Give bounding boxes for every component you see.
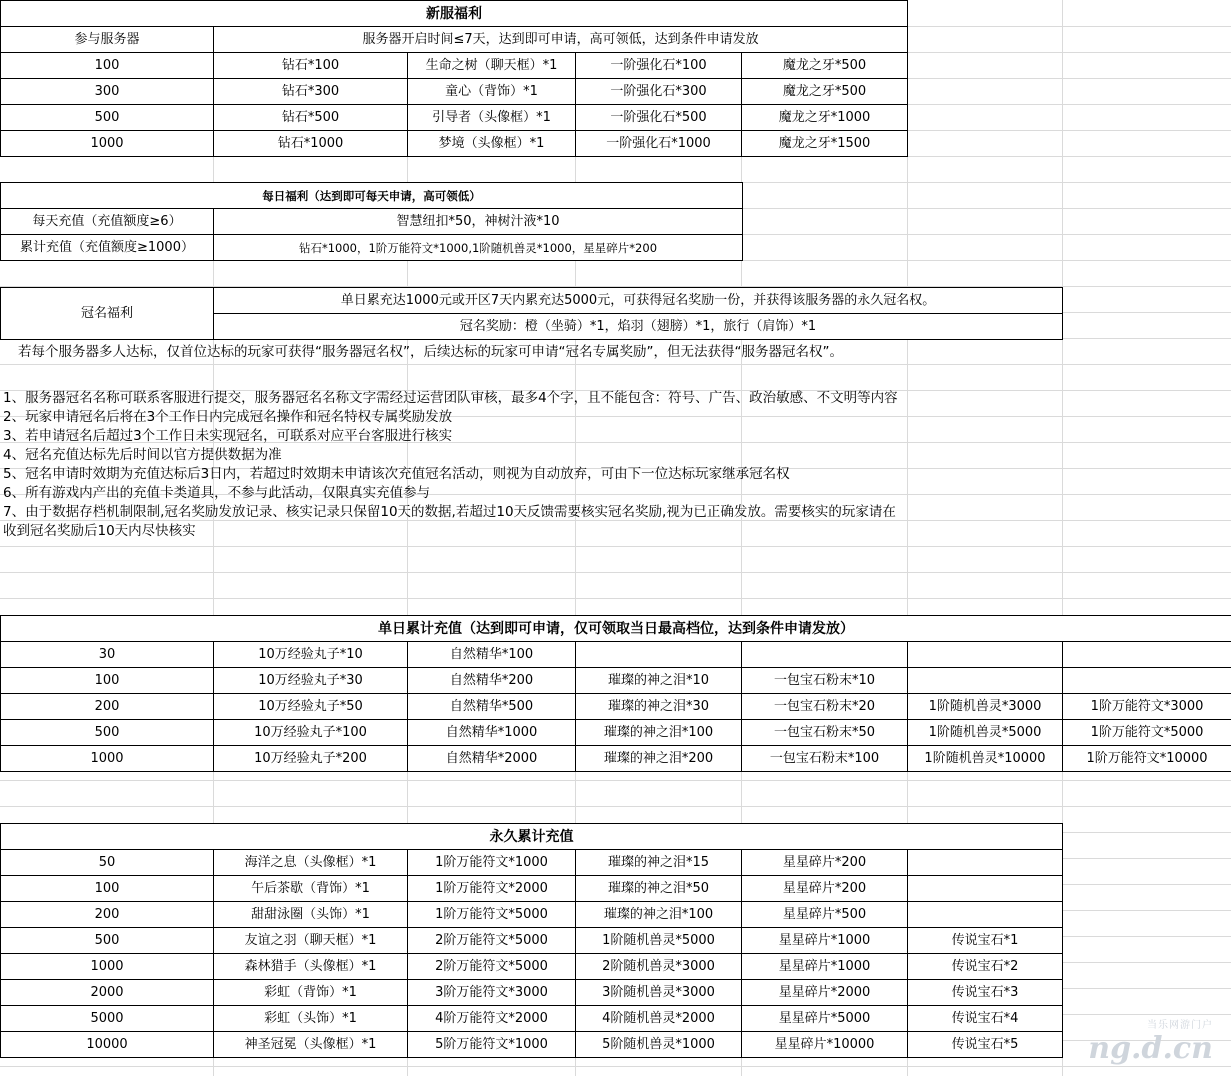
permanent-cell: 3阶万能符文*3000 bbox=[408, 980, 576, 1006]
new_server-cell: 钻石*1000 bbox=[214, 131, 408, 157]
new_server-cell: 一阶强化石*300 bbox=[576, 79, 742, 105]
single_day-cell: 1阶随机兽灵*3000 bbox=[908, 694, 1063, 720]
permanent-row bbox=[1, 980, 1063, 1006]
single_day-cell: 一包宝石粉末*100 bbox=[742, 746, 908, 772]
new_server-cell: 300 bbox=[1, 79, 214, 105]
single_day-cell: 自然精华*200 bbox=[408, 668, 576, 694]
permanent-cell bbox=[908, 902, 1063, 928]
daily-title: 每日福利（达到即可每天申请，高可领低） bbox=[1, 183, 743, 209]
rule-item: 7、由于数据存档机制限制,冠名奖励发放记录、核实记录只保留10天的数据,若超过10天反馈需要核实冠名奖励,视为已正确发放。需要核实的玩家请在 bbox=[3, 504, 896, 520]
permanent-cell: 2阶万能符文*5000 bbox=[408, 928, 576, 954]
permanent-cell bbox=[908, 876, 1063, 902]
permanent-cell: 10000 bbox=[1, 1032, 214, 1058]
single_day-cell: 10万经验丸子*100 bbox=[214, 720, 408, 746]
rule-item: 5、冠名申请时效期为充值达标后3日内，若超过时效期未申请该次充值冠名活动，则视为自动放弃，可由下一位达标玩家继承冠名权 bbox=[3, 466, 790, 482]
new_server-cell: 生命之树（聊天框）*1 bbox=[408, 53, 576, 79]
single_day-cell: 璀璨的神之泪*200 bbox=[576, 746, 742, 772]
permanent-cell: 1000 bbox=[1, 954, 214, 980]
single_day-cell: 自然精华*100 bbox=[408, 642, 576, 668]
permanent-cell: 星星碎片*200 bbox=[742, 876, 908, 902]
permanent-cell: 璀璨的神之泪*15 bbox=[576, 850, 742, 876]
daily-row bbox=[1, 235, 743, 261]
permanent-cell: 星星碎片*500 bbox=[742, 902, 908, 928]
rule-item: 4、冠名充值达标先后时间以官方提供数据为准 bbox=[3, 447, 282, 463]
new_server-cell: 魔龙之牙*500 bbox=[742, 53, 908, 79]
daily-cell: 钻石*1000，1阶万能符文*1000,1阶随机兽灵*1000，星星碎片*200 bbox=[214, 235, 743, 261]
permanent-cell: 3阶随机兽灵*3000 bbox=[576, 980, 742, 1006]
permanent-cell: 2阶随机兽灵*3000 bbox=[576, 954, 742, 980]
single_day-cell: 自然精华*500 bbox=[408, 694, 576, 720]
rule-item: 6、所有游戏内产出的充值卡类道具，不参与此活动，仅限真实充值参与 bbox=[3, 485, 431, 501]
permanent-row bbox=[1, 954, 1063, 980]
single_day-cell: 1阶万能符文*10000 bbox=[1063, 746, 1231, 772]
permanent-cell: 1阶万能符文*2000 bbox=[408, 876, 576, 902]
permanent-row bbox=[1, 902, 1063, 928]
single_day-cell bbox=[908, 642, 1063, 668]
single_day-cell: 一包宝石粉末*20 bbox=[742, 694, 908, 720]
new-server-table bbox=[0, 0, 908, 157]
single_day-cell: 10万经验丸子*50 bbox=[214, 694, 408, 720]
permanent-cell: 4阶万能符文*2000 bbox=[408, 1006, 576, 1032]
single_day-row bbox=[1, 694, 1231, 720]
permanent-cell: 星星碎片*1000 bbox=[742, 954, 908, 980]
single_day-cell: 1阶万能符文*3000 bbox=[1063, 694, 1231, 720]
permanent-cell: 星星碎片*2000 bbox=[742, 980, 908, 1006]
single_day-cell: 30 bbox=[1, 642, 214, 668]
single-day-title: 单日累计充值（达到即可申请，仅可领取当日最高档位，达到条件申请发放） bbox=[1, 616, 1231, 642]
permanent-cell: 500 bbox=[1, 928, 214, 954]
new_server-cell: 500 bbox=[1, 105, 214, 131]
new_server-cell: 1000 bbox=[1, 131, 214, 157]
permanent-row bbox=[1, 850, 1063, 876]
permanent-title: 永久累计充值 bbox=[1, 824, 1063, 850]
permanent-cell: 星星碎片*1000 bbox=[742, 928, 908, 954]
new_server-row bbox=[1, 79, 908, 105]
permanent-cell: 传说宝石*2 bbox=[908, 954, 1063, 980]
single_day-cell: 璀璨的神之泪*100 bbox=[576, 720, 742, 746]
single_day-cell: 璀璨的神之泪*30 bbox=[576, 694, 742, 720]
new_server-cell: 一阶强化石*100 bbox=[576, 53, 742, 79]
permanent-cell: 星星碎片*5000 bbox=[742, 1006, 908, 1032]
watermark bbox=[1088, 1016, 1213, 1066]
permanent-cell: 1阶随机兽灵*5000 bbox=[576, 928, 742, 954]
permanent-cell: 传说宝石*4 bbox=[908, 1006, 1063, 1032]
single_day-cell: 10万经验丸子*10 bbox=[214, 642, 408, 668]
permanent-cell: 传说宝石*3 bbox=[908, 980, 1063, 1006]
watermark-tagline: 当乐网游门户 bbox=[1147, 1020, 1213, 1031]
permanent-row bbox=[1, 876, 1063, 902]
permanent-cell: 海洋之息（头像框）*1 bbox=[214, 850, 408, 876]
permanent-cell: 彩虹（背饰）*1 bbox=[214, 980, 408, 1006]
daily-row bbox=[1, 209, 743, 235]
rule-item: 收到冠名奖励后10天内尽快核实 bbox=[3, 523, 196, 539]
rule-item: 3、若申请冠名后超过3个工作日未实现冠名，可联系对应平台客服进行核实 bbox=[3, 428, 453, 444]
permanent-cell: 2000 bbox=[1, 980, 214, 1006]
new_server-cell: 100 bbox=[1, 53, 214, 79]
permanent-cell: 100 bbox=[1, 876, 214, 902]
new_server-cell: 魔龙之牙*1000 bbox=[742, 105, 908, 131]
watermark-domain: ng.d.cn bbox=[1088, 1031, 1213, 1066]
new_server-cell: 引导者（头像框）*1 bbox=[408, 105, 576, 131]
permanent-cell: 5000 bbox=[1, 1006, 214, 1032]
single_day-cell: 1000 bbox=[1, 746, 214, 772]
permanent-cell: 璀璨的神之泪*100 bbox=[576, 902, 742, 928]
permanent-cell: 彩虹（头饰）*1 bbox=[214, 1006, 408, 1032]
permanent-cell: 200 bbox=[1, 902, 214, 928]
new_server-cell: 钻石*100 bbox=[214, 53, 408, 79]
single_day-cell: 一包宝石粉末*50 bbox=[742, 720, 908, 746]
single_day-cell bbox=[1063, 668, 1231, 694]
permanent-cell: 神圣冠冕（头像框）*1 bbox=[214, 1032, 408, 1058]
naming-label: 冠名福利 bbox=[1, 288, 214, 340]
permanent-cell: 璀璨的神之泪*50 bbox=[576, 876, 742, 902]
permanent-cell: 4阶随机兽灵*2000 bbox=[576, 1006, 742, 1032]
new-server-title: 新服福利 bbox=[1, 1, 908, 27]
single_day-cell: 100 bbox=[1, 668, 214, 694]
naming-line-1: 单日累充达1000元或开区7天内累充达5000元，可获得冠名奖励一份，并获得该服务器的永久冠名权。 bbox=[214, 288, 1063, 314]
daily-cell: 智慧纽扣*50，神树汁液*10 bbox=[214, 209, 743, 235]
permanent-row bbox=[1, 928, 1063, 954]
permanent-cell: 甜甜泳圈（头饰）*1 bbox=[214, 902, 408, 928]
permanent-cell: 传说宝石*1 bbox=[908, 928, 1063, 954]
new_server-cell: 钻石*500 bbox=[214, 105, 408, 131]
single_day-cell: 璀璨的神之泪*10 bbox=[576, 668, 742, 694]
daily-cell: 累计充值（充值额度≥1000） bbox=[1, 235, 214, 261]
new_server-cell: 钻石*300 bbox=[214, 79, 408, 105]
single_day-row bbox=[1, 720, 1231, 746]
permanent-cell: 5阶随机兽灵*1000 bbox=[576, 1032, 742, 1058]
single_day-cell: 1阶万能符文*5000 bbox=[1063, 720, 1231, 746]
daily-cell: 每天充值（充值额度≥6） bbox=[1, 209, 214, 235]
single_day-cell: 自然精华*2000 bbox=[408, 746, 576, 772]
single_day-cell bbox=[576, 642, 742, 668]
single_day-cell: 200 bbox=[1, 694, 214, 720]
single_day-cell: 自然精华*1000 bbox=[408, 720, 576, 746]
permanent-table bbox=[0, 823, 1063, 1058]
single-day-table bbox=[0, 615, 1231, 772]
new_server-cell: 一阶强化石*1000 bbox=[576, 131, 742, 157]
new_server-row bbox=[1, 131, 908, 157]
new_server-cell: 魔龙之牙*1500 bbox=[742, 131, 908, 157]
single_day-cell: 10万经验丸子*30 bbox=[214, 668, 408, 694]
daily-table bbox=[0, 182, 743, 261]
single_day-cell: 一包宝石粉末*10 bbox=[742, 668, 908, 694]
permanent-cell: 1阶万能符文*1000 bbox=[408, 850, 576, 876]
single_day-cell: 10万经验丸子*200 bbox=[214, 746, 408, 772]
permanent-cell: 森林猎手（头像框）*1 bbox=[214, 954, 408, 980]
permanent-cell: 友谊之羽（聊天框）*1 bbox=[214, 928, 408, 954]
naming-table bbox=[0, 287, 1063, 340]
permanent-cell: 星星碎片*200 bbox=[742, 850, 908, 876]
single_day-cell: 1阶随机兽灵*5000 bbox=[908, 720, 1063, 746]
naming-line-2: 冠名奖励：橙（坐骑）*1，焰羽（翅膀）*1，旅行（肩饰）*1 bbox=[214, 314, 1063, 340]
permanent-row bbox=[1, 1006, 1063, 1032]
single_day-row bbox=[1, 642, 1231, 668]
permanent-cell: 2阶万能符文*5000 bbox=[408, 954, 576, 980]
new_server-cell: 梦境（头像框）*1 bbox=[408, 131, 576, 157]
single_day-cell bbox=[908, 668, 1063, 694]
server-column-header: 参与服务器 bbox=[1, 27, 214, 53]
permanent-cell: 5阶万能符文*1000 bbox=[408, 1032, 576, 1058]
single_day-cell bbox=[1063, 642, 1231, 668]
new-server-condition: 服务器开启时间≤7天，达到即可申请，高可领低，达到条件申请发放 bbox=[214, 27, 908, 53]
rule-item: 1、服务器冠名名称可联系客服进行提交，服务器冠名名称文字需经过运营团队审核，最多4个字，且不能包含：符号、广告、政治敏感、不文明等内容 bbox=[3, 390, 898, 406]
single_day-cell: 500 bbox=[1, 720, 214, 746]
naming-intro: 若每个服务器多人达标，仅首位达标的玩家可获得“服务器冠名权”，后续达标的玩家可申请“冠名专属奖励”，但无法获得“服务器冠名权”。 bbox=[18, 344, 843, 360]
permanent-row bbox=[1, 1032, 1063, 1058]
single_day-row bbox=[1, 668, 1231, 694]
single_day-cell: 1阶随机兽灵*10000 bbox=[908, 746, 1063, 772]
new_server-cell: 魔龙之牙*500 bbox=[742, 79, 908, 105]
permanent-cell: 星星碎片*10000 bbox=[742, 1032, 908, 1058]
permanent-cell: 1阶万能符文*5000 bbox=[408, 902, 576, 928]
new_server-cell: 一阶强化石*500 bbox=[576, 105, 742, 131]
single_day-row bbox=[1, 746, 1231, 772]
new_server-row bbox=[1, 105, 908, 131]
rule-item: 2、玩家申请冠名后将在3个工作日内完成冠名操作和冠名特权专属奖励发放 bbox=[3, 409, 453, 425]
new_server-row bbox=[1, 53, 908, 79]
single_day-cell bbox=[742, 642, 908, 668]
permanent-cell: 50 bbox=[1, 850, 214, 876]
new_server-cell: 童心（背饰）*1 bbox=[408, 79, 576, 105]
permanent-cell: 传说宝石*5 bbox=[908, 1032, 1063, 1058]
permanent-cell: 午后茶歇（背饰）*1 bbox=[214, 876, 408, 902]
permanent-cell bbox=[908, 850, 1063, 876]
